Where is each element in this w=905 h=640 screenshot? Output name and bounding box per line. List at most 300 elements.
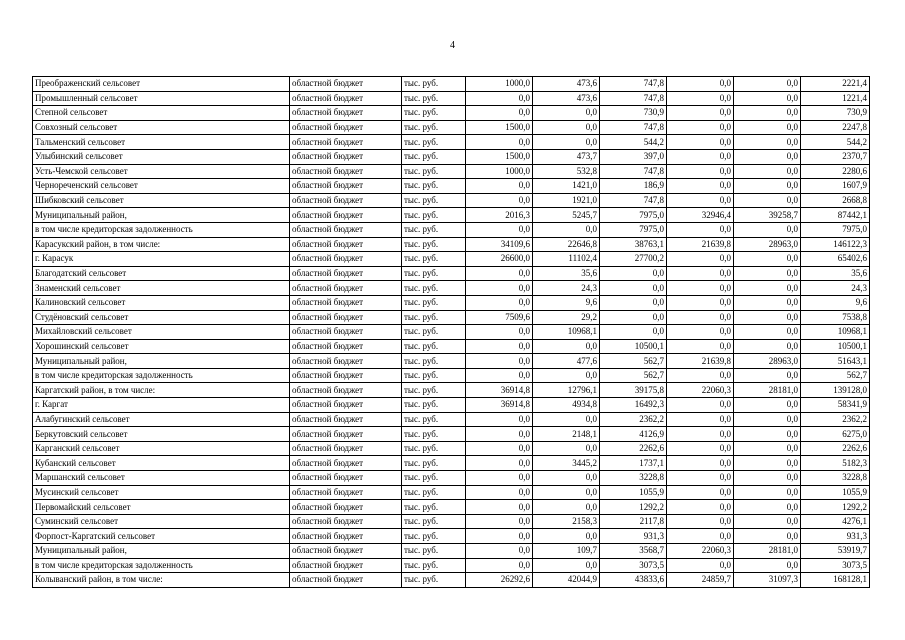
value-cell: 24859,7 (667, 573, 734, 588)
total-cell: 24,3 (801, 281, 870, 296)
table-row (33, 368, 870, 383)
table-row (33, 149, 870, 164)
table-row (33, 193, 870, 208)
table-row (33, 120, 870, 135)
value-cell: 0,0 (734, 456, 801, 471)
row-name-cell: Степной сельсовет (33, 106, 290, 121)
value-cell: 0,0 (734, 500, 801, 515)
value-cell: 29,2 (533, 310, 600, 325)
value-cell: 26292,6 (466, 573, 533, 588)
value-cell: 4126,9 (600, 427, 667, 442)
row-name-cell: Благодатский сельсовет (33, 266, 290, 281)
value-cell: 0,0 (466, 456, 533, 471)
value-cell: 0,0 (667, 295, 734, 310)
value-cell: 39258,7 (734, 208, 801, 223)
value-cell: 0,0 (667, 266, 734, 281)
value-cell: 0,0 (667, 120, 734, 135)
value-cell: 0,0 (667, 91, 734, 106)
value-cell: 0,0 (533, 222, 600, 237)
budget-source-cell: областной бюджет (290, 398, 402, 413)
unit-cell: тыс. руб. (402, 412, 466, 427)
value-cell: 0,0 (734, 529, 801, 544)
value-cell: 0,0 (466, 441, 533, 456)
value-cell: 0,0 (734, 310, 801, 325)
table-row (33, 281, 870, 296)
value-cell: 0,0 (734, 485, 801, 500)
budget-source-cell: областной бюджет (290, 441, 402, 456)
row-name-cell: Преображенский сельсовет (33, 77, 290, 92)
row-name-cell: Знаменский сельсовет (33, 281, 290, 296)
value-cell: 0,0 (734, 193, 801, 208)
value-cell: 0,0 (533, 120, 600, 135)
row-name-cell: Хорошинский сельсовет (33, 339, 290, 354)
budget-source-cell: областной бюджет (290, 325, 402, 340)
value-cell: 3568,7 (600, 544, 667, 559)
table-row (33, 471, 870, 486)
total-cell: 1607,9 (801, 179, 870, 194)
table-row (33, 485, 870, 500)
budget-source-cell: областной бюджет (290, 237, 402, 252)
value-cell: 5245,7 (533, 208, 600, 223)
row-name-cell: Совхозный сельсовет (33, 120, 290, 135)
row-name-cell: Усть-Чемской сельсовет (33, 164, 290, 179)
value-cell: 0,0 (734, 412, 801, 427)
value-cell: 0,0 (466, 266, 533, 281)
value-cell: 0,0 (734, 106, 801, 121)
row-name-cell: Кубанский сельсовет (33, 456, 290, 471)
value-cell: 43833,6 (600, 573, 667, 588)
total-cell: 35,6 (801, 266, 870, 281)
budget-source-cell: областной бюджет (290, 281, 402, 296)
row-name-cell: г. Каргат (33, 398, 290, 413)
value-cell: 0,0 (466, 558, 533, 573)
total-cell: 10968,1 (801, 325, 870, 340)
value-cell: 0,0 (600, 295, 667, 310)
value-cell: 0,0 (466, 471, 533, 486)
table-row (33, 529, 870, 544)
row-name-cell: в том числе кредиторская задолженность (33, 368, 290, 383)
unit-cell: тыс. руб. (402, 252, 466, 267)
value-cell: 0,0 (667, 164, 734, 179)
unit-cell: тыс. руб. (402, 544, 466, 559)
value-cell: 1292,2 (600, 500, 667, 515)
value-cell: 0,0 (466, 91, 533, 106)
row-name-cell: Муниципальный район, (33, 354, 290, 369)
row-name-cell: Промышленный сельсовет (33, 91, 290, 106)
value-cell: 3073,5 (600, 558, 667, 573)
value-cell: 39175,8 (600, 383, 667, 398)
value-cell: 0,0 (466, 412, 533, 427)
table-row (33, 339, 870, 354)
value-cell: 0,0 (667, 310, 734, 325)
value-cell: 0,0 (667, 485, 734, 500)
value-cell: 0,0 (667, 252, 734, 267)
total-cell: 931,3 (801, 529, 870, 544)
total-cell: 544,2 (801, 135, 870, 150)
value-cell: 0,0 (667, 398, 734, 413)
total-cell: 3073,5 (801, 558, 870, 573)
value-cell: 0,0 (533, 441, 600, 456)
budget-source-cell: областной бюджет (290, 544, 402, 559)
row-name-cell: Каргатский район, в том числе: (33, 383, 290, 398)
budget-source-cell: областной бюджет (290, 106, 402, 121)
row-name-cell: Колыванский район, в том числе: (33, 573, 290, 588)
value-cell: 0,0 (466, 325, 533, 340)
total-cell: 2247,8 (801, 120, 870, 135)
value-cell: 0,0 (600, 281, 667, 296)
table-row (33, 179, 870, 194)
value-cell: 7509,6 (466, 310, 533, 325)
value-cell: 0,0 (734, 368, 801, 383)
value-cell: 0,0 (734, 91, 801, 106)
value-cell: 0,0 (734, 266, 801, 281)
row-name-cell: г. Карасук (33, 252, 290, 267)
value-cell: 0,0 (734, 281, 801, 296)
table-row (33, 441, 870, 456)
unit-cell: тыс. руб. (402, 471, 466, 486)
table-row (33, 412, 870, 427)
unit-cell: тыс. руб. (402, 427, 466, 442)
value-cell: 0,0 (667, 77, 734, 92)
value-cell: 0,0 (734, 164, 801, 179)
value-cell: 747,8 (600, 120, 667, 135)
budget-source-cell: областной бюджет (290, 179, 402, 194)
budget-source-cell: областной бюджет (290, 91, 402, 106)
table-row (33, 237, 870, 252)
value-cell: 28181,0 (734, 544, 801, 559)
table-row (33, 514, 870, 529)
unit-cell: тыс. руб. (402, 164, 466, 179)
value-cell: 21639,8 (667, 354, 734, 369)
value-cell: 0,0 (533, 368, 600, 383)
total-cell: 10500,1 (801, 339, 870, 354)
row-name-cell: Михайловский сельсовет (33, 325, 290, 340)
unit-cell: тыс. руб. (402, 179, 466, 194)
row-name-cell: Чернореченский сельсовет (33, 179, 290, 194)
total-cell: 2370,7 (801, 149, 870, 164)
budget-source-cell: областной бюджет (290, 193, 402, 208)
total-cell: 7538,8 (801, 310, 870, 325)
total-cell: 65402,6 (801, 252, 870, 267)
value-cell: 0,0 (667, 514, 734, 529)
value-cell: 562,7 (600, 354, 667, 369)
table-row (33, 106, 870, 121)
value-cell: 0,0 (466, 106, 533, 121)
value-cell: 0,0 (466, 354, 533, 369)
budget-source-cell: областной бюджет (290, 529, 402, 544)
total-cell: 1221,4 (801, 91, 870, 106)
table-row (33, 573, 870, 588)
value-cell: 1737,1 (600, 456, 667, 471)
value-cell: 0,0 (533, 412, 600, 427)
value-cell: 16492,3 (600, 398, 667, 413)
total-cell: 53919,7 (801, 544, 870, 559)
value-cell: 0,0 (734, 222, 801, 237)
budget-source-cell: областной бюджет (290, 485, 402, 500)
row-name-cell: Суминский сельсовет (33, 514, 290, 529)
total-cell: 6275,0 (801, 427, 870, 442)
value-cell: 747,8 (600, 91, 667, 106)
value-cell: 0,0 (667, 427, 734, 442)
unit-cell: тыс. руб. (402, 441, 466, 456)
row-name-cell: Алабугинский сельсовет (33, 412, 290, 427)
value-cell: 0,0 (734, 339, 801, 354)
value-cell: 109,7 (533, 544, 600, 559)
unit-cell: тыс. руб. (402, 193, 466, 208)
value-cell: 0,0 (734, 295, 801, 310)
table-row (33, 354, 870, 369)
table-body (33, 77, 870, 588)
value-cell: 0,0 (667, 500, 734, 515)
unit-cell: тыс. руб. (402, 368, 466, 383)
budget-source-cell: областной бюджет (290, 368, 402, 383)
table-row (33, 164, 870, 179)
value-cell: 186,9 (600, 179, 667, 194)
unit-cell: тыс. руб. (402, 106, 466, 121)
value-cell: 22646,8 (533, 237, 600, 252)
budget-source-cell: областной бюджет (290, 164, 402, 179)
value-cell: 0,0 (533, 558, 600, 573)
value-cell: 473,6 (533, 91, 600, 106)
value-cell: 0,0 (734, 441, 801, 456)
total-cell: 562,7 (801, 368, 870, 383)
value-cell: 0,0 (667, 281, 734, 296)
unit-cell: тыс. руб. (402, 573, 466, 588)
value-cell: 1055,9 (600, 485, 667, 500)
budget-source-cell: областной бюджет (290, 500, 402, 515)
total-cell: 139128,0 (801, 383, 870, 398)
value-cell: 544,2 (600, 135, 667, 150)
total-cell: 730,9 (801, 106, 870, 121)
table-row (33, 558, 870, 573)
value-cell: 31097,3 (734, 573, 801, 588)
value-cell: 24,3 (533, 281, 600, 296)
value-cell: 1921,0 (533, 193, 600, 208)
value-cell: 0,0 (600, 266, 667, 281)
budget-source-cell: областной бюджет (290, 208, 402, 223)
total-cell: 1055,9 (801, 485, 870, 500)
value-cell: 0,0 (734, 514, 801, 529)
budget-source-cell: областной бюджет (290, 558, 402, 573)
value-cell: 532,8 (533, 164, 600, 179)
value-cell: 36914,8 (466, 383, 533, 398)
value-cell: 0,0 (533, 529, 600, 544)
value-cell: 12796,1 (533, 383, 600, 398)
value-cell: 0,0 (466, 500, 533, 515)
table-row (33, 222, 870, 237)
table-row (33, 208, 870, 223)
budget-source-cell: областной бюджет (290, 222, 402, 237)
value-cell: 0,0 (667, 368, 734, 383)
table-row (33, 252, 870, 267)
value-cell: 0,0 (466, 222, 533, 237)
value-cell: 42044,9 (533, 573, 600, 588)
budget-source-cell: областной бюджет (290, 514, 402, 529)
total-cell: 2668,8 (801, 193, 870, 208)
value-cell: 11102,4 (533, 252, 600, 267)
value-cell: 0,0 (667, 529, 734, 544)
row-name-cell: Мусинский сельсовет (33, 485, 290, 500)
value-cell: 477,6 (533, 354, 600, 369)
value-cell: 2148,1 (533, 427, 600, 442)
value-cell: 22060,3 (667, 383, 734, 398)
row-name-cell: Муниципальный район, (33, 544, 290, 559)
table-row (33, 310, 870, 325)
budget-source-cell: областной бюджет (290, 427, 402, 442)
unit-cell: тыс. руб. (402, 266, 466, 281)
value-cell: 0,0 (667, 106, 734, 121)
budget-source-cell: областной бюджет (290, 252, 402, 267)
value-cell: 0,0 (533, 106, 600, 121)
unit-cell: тыс. руб. (402, 77, 466, 92)
budget-source-cell: областной бюджет (290, 354, 402, 369)
value-cell: 1000,0 (466, 77, 533, 92)
unit-cell: тыс. руб. (402, 310, 466, 325)
value-cell: 0,0 (734, 427, 801, 442)
table-row (33, 91, 870, 106)
value-cell: 0,0 (667, 222, 734, 237)
page-number: 4 (450, 40, 455, 51)
unit-cell: тыс. руб. (402, 222, 466, 237)
table-row (33, 77, 870, 92)
budget-source-cell: областной бюджет (290, 471, 402, 486)
table-row (33, 135, 870, 150)
value-cell: 26600,0 (466, 252, 533, 267)
row-name-cell: Карганский сельсовет (33, 441, 290, 456)
value-cell: 747,8 (600, 164, 667, 179)
unit-cell: тыс. руб. (402, 325, 466, 340)
row-name-cell: Беркутовский сельсовет (33, 427, 290, 442)
value-cell: 0,0 (734, 558, 801, 573)
value-cell: 0,0 (734, 149, 801, 164)
total-cell: 2362,2 (801, 412, 870, 427)
value-cell: 0,0 (667, 149, 734, 164)
unit-cell: тыс. руб. (402, 135, 466, 150)
value-cell: 730,9 (600, 106, 667, 121)
value-cell: 9,6 (533, 295, 600, 310)
value-cell: 0,0 (533, 500, 600, 515)
table-row (33, 383, 870, 398)
table-row (33, 456, 870, 471)
row-name-cell: Маршанский сельсовет (33, 471, 290, 486)
value-cell: 10500,1 (600, 339, 667, 354)
table-row (33, 325, 870, 340)
value-cell: 0,0 (466, 485, 533, 500)
value-cell: 473,7 (533, 149, 600, 164)
value-cell: 0,0 (466, 368, 533, 383)
value-cell: 0,0 (734, 77, 801, 92)
budget-source-cell: областной бюджет (290, 135, 402, 150)
budget-source-cell: областной бюджет (290, 310, 402, 325)
value-cell: 0,0 (600, 325, 667, 340)
value-cell: 2158,3 (533, 514, 600, 529)
value-cell: 0,0 (667, 456, 734, 471)
unit-cell: тыс. руб. (402, 529, 466, 544)
unit-cell: тыс. руб. (402, 500, 466, 515)
value-cell: 0,0 (734, 252, 801, 267)
table-row (33, 544, 870, 559)
value-cell: 0,0 (466, 529, 533, 544)
unit-cell: тыс. руб. (402, 149, 466, 164)
value-cell: 0,0 (667, 558, 734, 573)
table-row (33, 427, 870, 442)
total-cell: 87442,1 (801, 208, 870, 223)
total-cell: 146122,3 (801, 237, 870, 252)
value-cell: 0,0 (466, 179, 533, 194)
value-cell: 0,0 (667, 193, 734, 208)
value-cell: 0,0 (466, 135, 533, 150)
unit-cell: тыс. руб. (402, 208, 466, 223)
value-cell: 3228,8 (600, 471, 667, 486)
value-cell: 0,0 (734, 398, 801, 413)
value-cell: 3445,2 (533, 456, 600, 471)
value-cell: 0,0 (734, 120, 801, 135)
value-cell: 0,0 (533, 135, 600, 150)
unit-cell: тыс. руб. (402, 456, 466, 471)
value-cell: 0,0 (466, 193, 533, 208)
value-cell: 931,3 (600, 529, 667, 544)
row-name-cell: Муниципальный район, (33, 208, 290, 223)
value-cell: 0,0 (667, 412, 734, 427)
value-cell: 28181,0 (734, 383, 801, 398)
value-cell: 1500,0 (466, 120, 533, 135)
value-cell: 7975,0 (600, 208, 667, 223)
value-cell: 34109,6 (466, 237, 533, 252)
value-cell: 2117,8 (600, 514, 667, 529)
value-cell: 0,0 (734, 471, 801, 486)
value-cell: 36914,8 (466, 398, 533, 413)
value-cell: 0,0 (667, 179, 734, 194)
value-cell: 0,0 (533, 471, 600, 486)
total-cell: 2280,6 (801, 164, 870, 179)
unit-cell: тыс. руб. (402, 514, 466, 529)
value-cell: 27700,2 (600, 252, 667, 267)
value-cell: 0,0 (533, 339, 600, 354)
budget-table (32, 76, 870, 588)
unit-cell: тыс. руб. (402, 295, 466, 310)
value-cell: 0,0 (466, 295, 533, 310)
unit-cell: тыс. руб. (402, 281, 466, 296)
value-cell: 0,0 (600, 310, 667, 325)
unit-cell: тыс. руб. (402, 339, 466, 354)
value-cell: 28963,0 (734, 354, 801, 369)
row-name-cell: в том числе кредиторская задолженность (33, 222, 290, 237)
value-cell: 747,8 (600, 77, 667, 92)
table-row (33, 500, 870, 515)
total-cell: 58341,9 (801, 398, 870, 413)
value-cell: 1000,0 (466, 164, 533, 179)
value-cell: 28963,0 (734, 237, 801, 252)
value-cell: 747,8 (600, 193, 667, 208)
value-cell: 22060,3 (667, 544, 734, 559)
value-cell: 2016,3 (466, 208, 533, 223)
budget-source-cell: областной бюджет (290, 295, 402, 310)
total-cell: 2221,4 (801, 77, 870, 92)
row-name-cell: Карасукский район, в том числе: (33, 237, 290, 252)
budget-source-cell: областной бюджет (290, 77, 402, 92)
value-cell: 1421,0 (533, 179, 600, 194)
total-cell: 9,6 (801, 295, 870, 310)
value-cell: 562,7 (600, 368, 667, 383)
total-cell: 5182,3 (801, 456, 870, 471)
value-cell: 0,0 (667, 325, 734, 340)
unit-cell: тыс. руб. (402, 120, 466, 135)
value-cell: 0,0 (667, 471, 734, 486)
total-cell: 168128,1 (801, 573, 870, 588)
total-cell: 2262,6 (801, 441, 870, 456)
value-cell: 0,0 (533, 485, 600, 500)
total-cell: 7975,0 (801, 222, 870, 237)
